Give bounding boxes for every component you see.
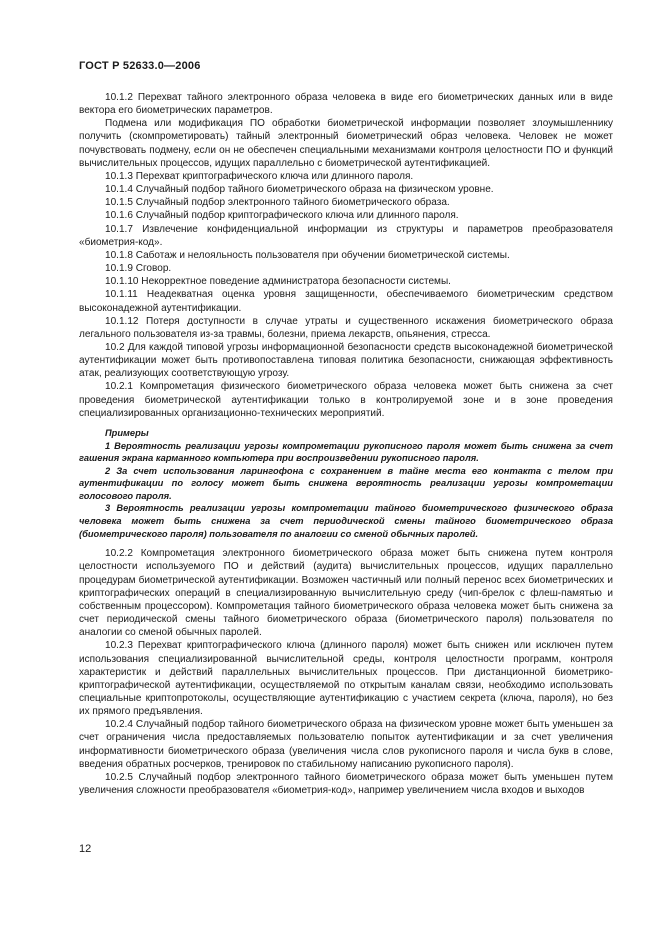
paragraph: 10.2.2 Компрометация электронного биометрического образа может быть снижена путем контроля целостности используемого ПО и действий (аудита) вычислительных процессов, идущих параллельно процедурам биометрической аутентификации. Возможен частичный или полный перенос всех биометрических и криптографических операций в специализированную вычислительную среду (чип-брелок с флеш-памятью и собственным процессором). Компрометация тайного биометрического образа человека может быть снижена за счет периодической смены тайного биометрического образа (биометрического пароля) пользователя по аналогии со сменой обычных паролей. (79, 548, 613, 639)
paragraph: 10.2.4 Случайный подбор тайного биометрического образа на физическом уровне может быть уменьшен за счет ограничения числа предоставляемых пользователю попыток аутентификации и за счет увеличения информативности биометрического образа (увеличения числа слов рукописного пароля и числа букв в слове, введения обратных росчерков, тренировок по стабильному написанию рукописного пароля). (79, 719, 613, 770)
paragraph: 10.1.9 Сговор. (105, 263, 172, 275)
paragraph: 10.1.7 Извлечение конфиденциальной информации из структуры и параметров преобразователя «биометрия-код». (79, 223, 613, 248)
example-item: 3 Вероятность реализации угрозы компрометации тайного биометрического физического образа человека может быть снижена за счет периодической смены тайного биометрического образа (биометрического пароля) пользователя по аналогии со сменой обычных паролей. (79, 503, 613, 539)
paragraph: 10.2 Для каждой типовой угрозы информационной безопасности средств высоконадежной биометрической аутентификации может быть противопоставлена типовая политика безопасности, снижающая эффективность атак, реализующих соответствующую угрозу. (79, 341, 613, 380)
paragraph: 10.1.8 Саботаж и нелояльность пользователя при обучении биометрической системы. (105, 249, 510, 261)
paragraph: 10.1.4 Случайный подбор тайного биометрического образа на физическом уровне. (105, 184, 494, 196)
example-item: 2 За счет использования ларингофона с сохранением в тайне места его контакта с телом при аутентификации по голосу может быть снижена вероятность реализации угрозы компрометации голосового пароля. (79, 465, 613, 501)
paragraph: 10.1.6 Случайный подбор криптографического ключа или длинного пароля. (105, 210, 459, 222)
paragraph: 10.1.2 Перехват тайного электронного образа человека в виде его биометрических данных или в виде вектора его биометрических параметров. (79, 92, 613, 117)
example-item: 1 Вероятность реализации угрозы компрометации рукописного пароля может быть снижена за счет гашения экрана карманного компьютера при воспроизведении рукописного пароля. (79, 440, 613, 464)
document-body (79, 91, 613, 797)
document-header: ГОСТ Р 52633.0—2006 (79, 60, 201, 72)
page-number: 12 (79, 843, 92, 855)
paragraph: 10.1.10 Некорректное поведение администратора безопасности системы. (105, 276, 451, 288)
paragraph: Подмена или модификация ПО обработки биометрической информации позволяет злоумышленнику получить (скомпрометировать) тайный электронный биометрический образ человека. Человек не может почувствовать подмену, если он не обеспечен специальными механизмами контроля целостности ПО и функций вычислительных процессов, идущих параллельно с биометрической аутентификацией. (79, 118, 613, 169)
paragraph: 10.1.5 Случайный подбор электронного тайного биометрического образа. (105, 197, 450, 209)
examples-heading: Примеры (105, 427, 149, 438)
examples-block (79, 427, 613, 540)
paragraph: 10.1.12 Потеря доступности в случае утраты и существенного искажения биометрического образа легального пользователя из-за травмы, болезни, приема лекарств, опьянения, стресса. (79, 315, 613, 340)
paragraph: 10.1.3 Перехват криптографического ключа или длинного пароля. (105, 170, 414, 182)
paragraph: 10.1.11 Неадекватная оценка уровня защищенности, обеспечиваемого биометрическим средством высоконадежной аутентификации. (79, 289, 613, 314)
paragraph: 10.2.1 Компрометация физического биометрического образа человека может быть снижена за счет проведения биометрической аутентификации только в контролируемой зоне и в зоне проведения специализированных организационно-технических мероприятий. (79, 381, 613, 419)
paragraph: 10.2.5 Случайный подбор электронного тайного биометрического образа может быть уменьшен путем увеличения сложности преобразователя «биометрия-код», например увеличением числа входов и выходов (79, 771, 613, 797)
paragraph: 10.2.3 Перехват криптографического ключа (длинного пароля) может быть снижен или исключен путем использования специализированной вычислительной среды, контроля целостности программ, контроля характеристик и действий параллельных вычислительных процессов. При дистанционной биометрико-криптографической аутентификации, осуществляемой по открытым каналам связи, необходимо использовать специальные криптопротоколы, осуществляющие аутентификацию с участием секрета (ключа, пароля), но без их прямого предъявления. (79, 640, 613, 718)
